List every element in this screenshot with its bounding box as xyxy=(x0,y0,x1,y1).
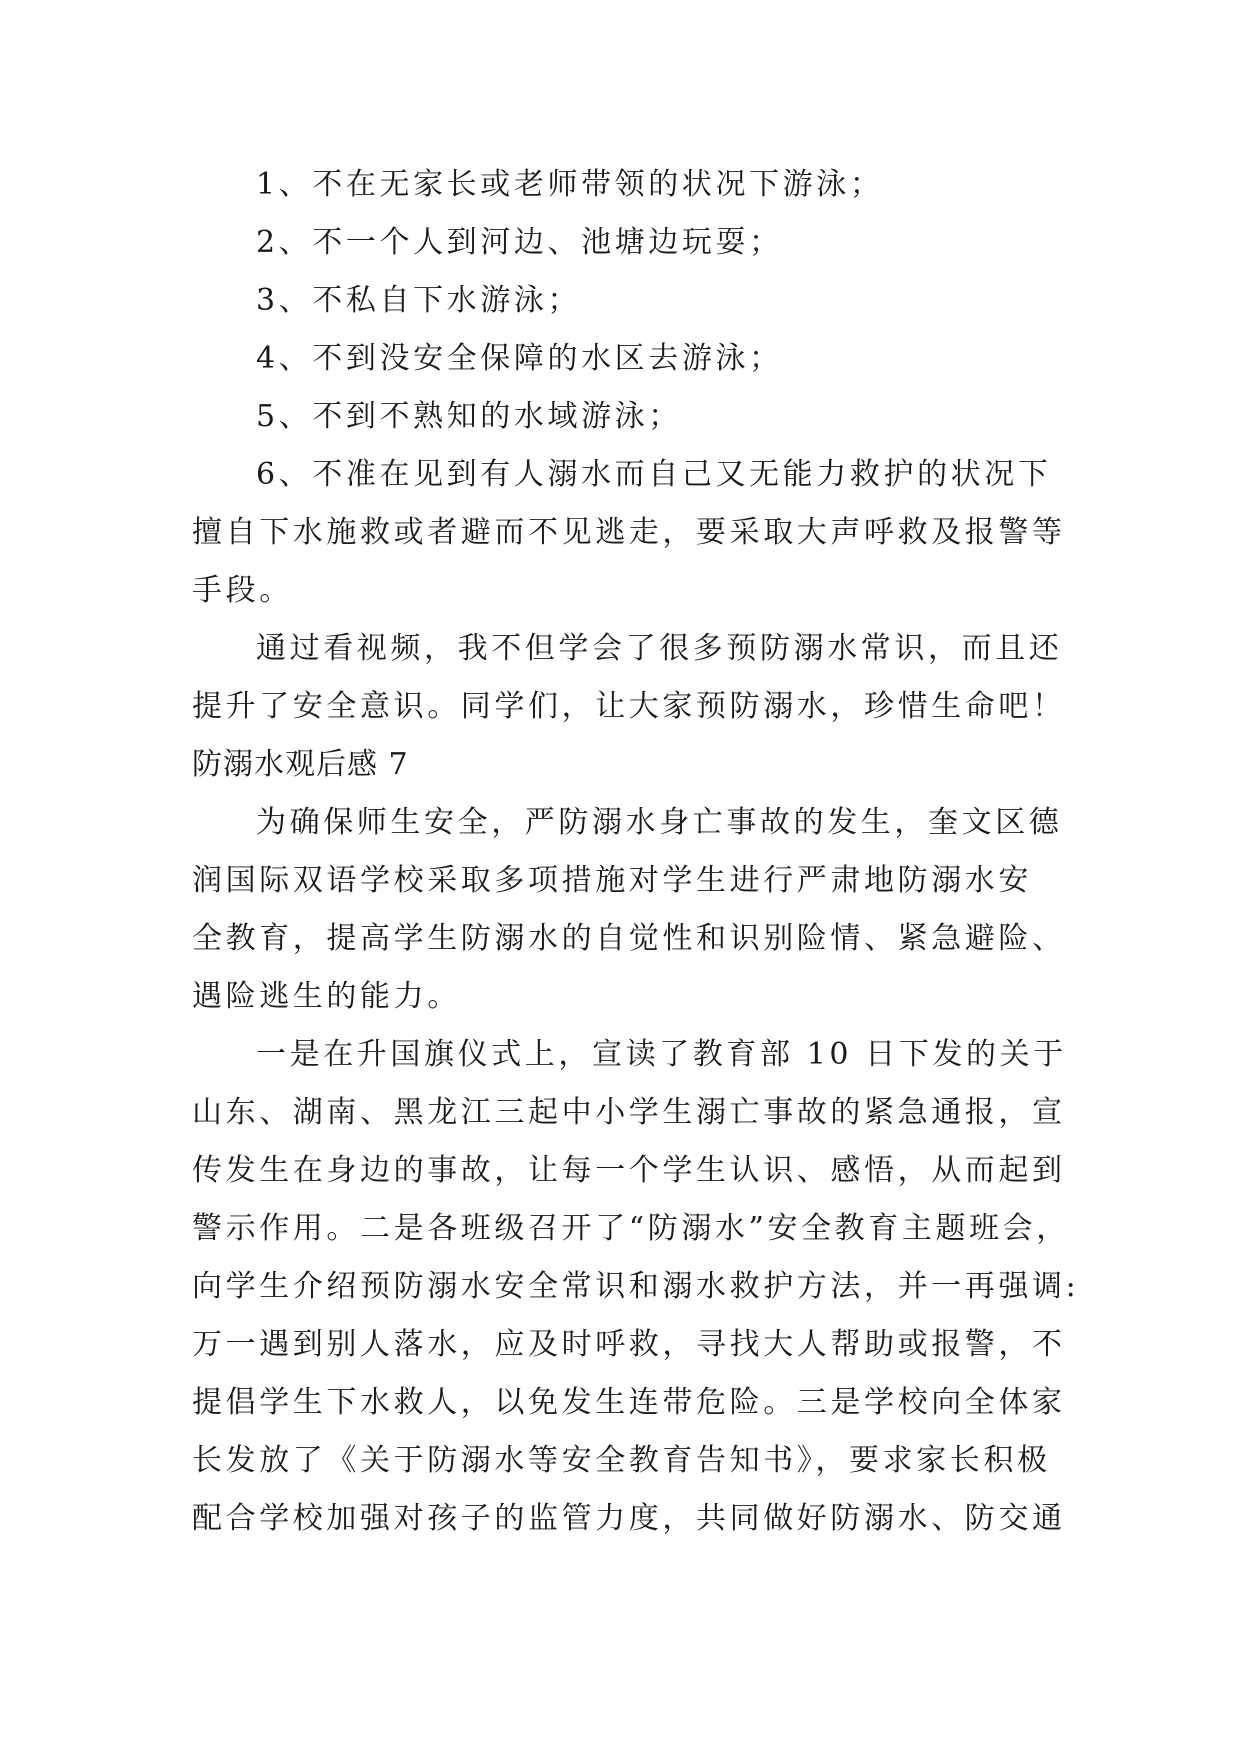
paragraph-line: 警示作用。二是各班级召开了“防溺水”安全教育主题班会， xyxy=(192,1211,1070,1246)
conclusion-line: 提升了安全意识。同学们，让大家预防溺水，珍惜生命吧！ xyxy=(192,689,1066,724)
list-item-6-line: 擅自下水施救或者避而不见逃走，要采取大声呼救及报警等 xyxy=(192,515,1066,550)
list-item: 5、不到不熟知的水域游泳； xyxy=(256,399,682,434)
paragraph-line: 长发放了《关于防溺水等安全教育告知书》，要求家长积极 xyxy=(192,1443,1051,1478)
paragraph-line: 一是在升国旗仪式上，宣读了教育部 10 日下发的关于 xyxy=(256,1037,1067,1072)
list-item: 1、不在无家长或老师带领的状况下游泳； xyxy=(256,167,884,202)
paragraph-line: 万一遇到别人落水，应及时呼救，寻找大人帮助或报警，不 xyxy=(192,1327,1066,1362)
list-item-6-line: 6、不准在见到有人溺水而自己又无能力救护的状况下 xyxy=(256,457,1052,492)
list-item: 4、不到没安全保障的水区去游泳； xyxy=(256,341,783,376)
list-item: 3、不私自下水游泳； xyxy=(256,283,582,318)
paragraph-line: 配合学校加强对孩子的监管力度，共同做好防溺水、防交通 xyxy=(192,1501,1066,1536)
paragraph-line: 遇险逃生的能力。 xyxy=(192,979,461,1014)
paragraph-line: 提倡学生下水救人，以免发生连带危险。三是学校向全体家 xyxy=(192,1385,1066,1420)
section-title: 防溺水观后感 7 xyxy=(192,747,409,782)
paragraph-line: 为确保师生安全，严防溺水身亡事故的发生，奎文区德 xyxy=(256,805,1063,840)
paragraph-line: 向学生介绍预防溺水安全常识和溺水救护方法，并一再强调: xyxy=(192,1269,1080,1304)
paragraph-line: 传发生在身边的事故，让每一个学生认识、感悟，从而起到 xyxy=(192,1153,1066,1188)
list-item: 2、不一个人到河边、池塘边玩耍； xyxy=(256,225,783,260)
paragraph-line: 全教育，提高学生防溺水的自觉性和识别险情、紧急避险、 xyxy=(192,921,1066,956)
paragraph-line: 润国际双语学校采取多项措施对学生进行严肃地防溺水安 xyxy=(192,863,1032,898)
conclusion-line: 通过看视频，我不但学会了很多预防溺水常识，而且还 xyxy=(256,631,1063,666)
document-page xyxy=(192,156,1080,1548)
list-item-6-line: 手段。 xyxy=(192,573,293,608)
paragraph-line: 山东、湖南、黑龙江三起中小学生溺亡事故的紧急通报，宣 xyxy=(192,1095,1066,1130)
